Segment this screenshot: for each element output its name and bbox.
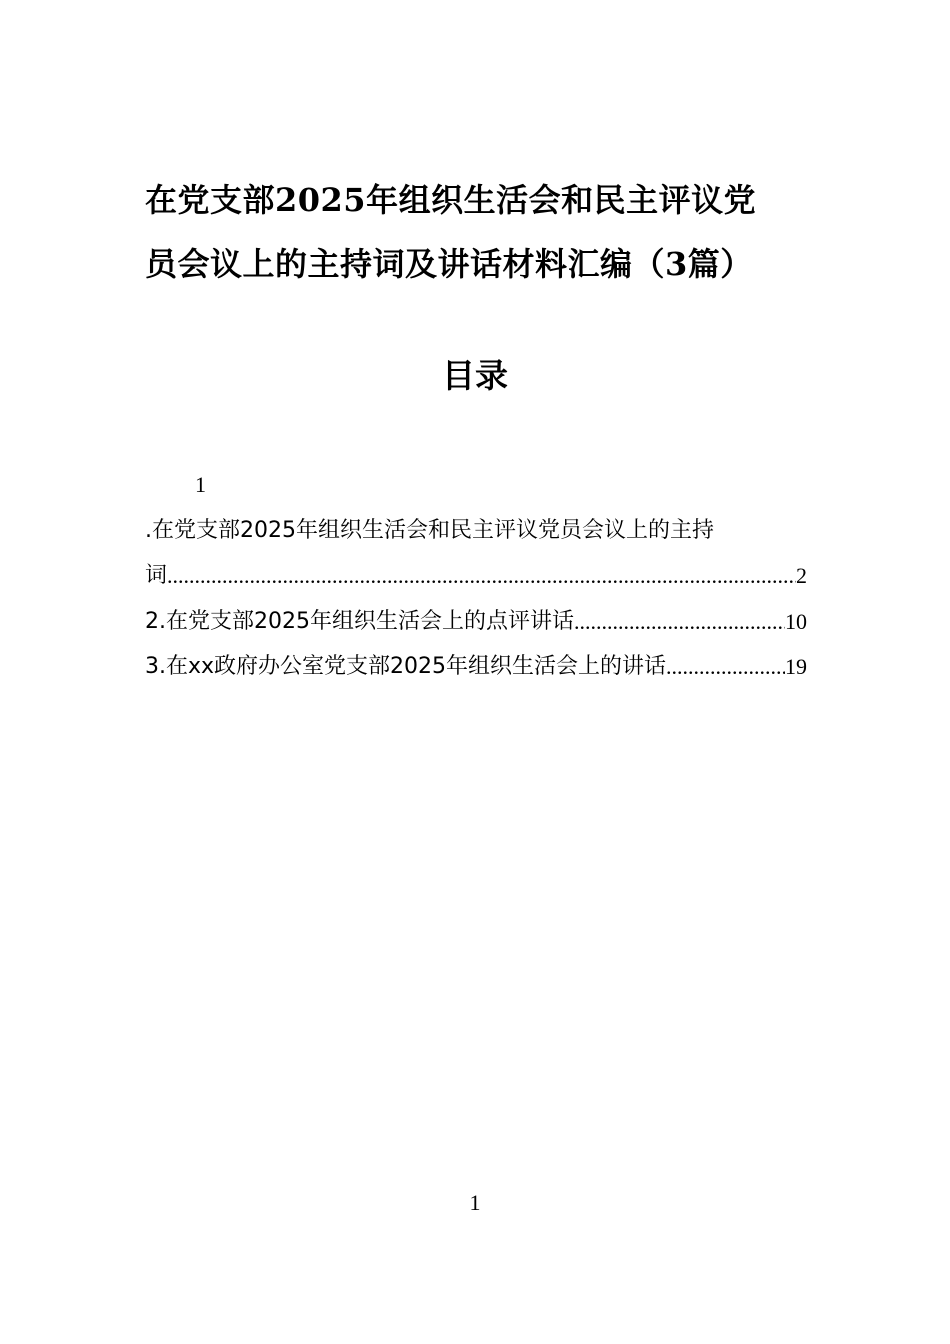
toc-entry-1-text: .在党支部2025年组织生活会和民主评议党员会议上的主持: [145, 517, 714, 543]
title-line-2: 员会议上的主持词及讲话材料汇编（3篇）: [145, 245, 753, 283]
toc-entry-3-page: 19: [785, 654, 807, 679]
toc-entry-2-page: 10: [785, 608, 807, 634]
toc-entry-1-page: 2: [796, 563, 807, 588]
toc-entry-1-number: 1: [195, 472, 206, 497]
table-of-contents: [145, 462, 807, 690]
toc-leader-dots: [666, 644, 785, 690]
toc-entry-1-line-2[interactable]: [145, 553, 807, 599]
toc-leader-dots: [574, 599, 785, 645]
toc-entry-1-text-continued: 词: [145, 563, 168, 588]
toc-entry-3-text: 3.在xx政府办公室党支部2025年组织生活会上的讲话: [145, 654, 667, 679]
toc-entry-2-text: 2.在党支部2025年组织生活会上的点评讲话: [145, 608, 574, 634]
toc-heading: 目录: [442, 356, 508, 395]
toc-entry-2[interactable]: [145, 599, 807, 645]
toc-entry-3[interactable]: [145, 644, 807, 690]
toc-entry-1-line-1[interactable]: [145, 508, 807, 554]
toc-leader-dots: [167, 553, 796, 599]
page-number: 1: [469, 1190, 481, 1215]
title-line-1: 在党支部2025年组织生活会和民主评议党: [145, 181, 757, 219]
document-title: [145, 168, 805, 296]
